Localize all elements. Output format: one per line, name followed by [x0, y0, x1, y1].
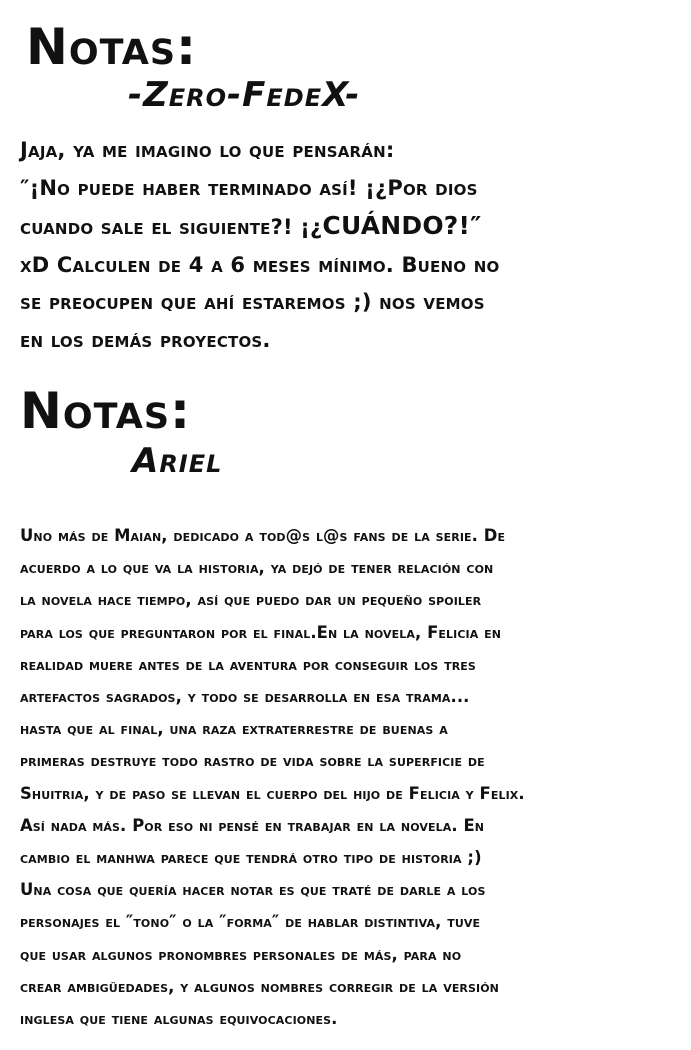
note-line: se preocupen que ahí estaremos ;) nos vemos [20, 290, 485, 315]
note-line: Uno más de Maian, dedicado a tod@s l@s fans de la serie. De [20, 526, 506, 545]
note-line: realidad muere antes de la aventura por conseguir los tres [20, 654, 476, 674]
note-line: que usar algunos pronombres personales de más, para no [20, 944, 462, 964]
note-line: inglesa que tiene algunas equivocaciones. [20, 1009, 338, 1029]
note-line: Una cosa que quería hacer notar es que traté de darle a los [20, 880, 486, 900]
note-text [20, 520, 525, 1035]
note-line: acuerdo a lo que va la historia, ya dejó de tener relación con [20, 558, 494, 578]
note-line: xD Calculen de 4 a 6 meses mínimo. Bueno no [20, 252, 500, 277]
author-name: -Zero-FedeX- [128, 75, 361, 115]
notes-heading: Notas: [20, 382, 192, 440]
note-line: ″¡No puede haber terminado así! ¡¿Por dios [20, 175, 478, 200]
note-line: en los demás proyectos. [20, 327, 271, 352]
note-line: cambio el manhwa parece que tendrá otro tipo de historia ;) [20, 848, 482, 868]
note-line: hasta que al final, una raza extraterrestre de buenas a [20, 719, 448, 739]
note-line: personajes el ″tono″ o la ″forma″ de hablar distintiva, tuve [20, 912, 481, 932]
note-line: Jaja, ya me imagino lo que pensarán: [20, 138, 395, 162]
note-line: para los que preguntaron por el final.En la novela, Felicia en [20, 622, 502, 642]
note-text [20, 132, 499, 360]
notes-heading: Notas: [26, 18, 198, 76]
note-line: artefactos sagrados, y todo se desarrolla en esa trama... [20, 687, 470, 707]
note-line: primeras destruye todo rastro de vida sobre la superficie de [20, 751, 485, 771]
note-line: Shuitria, y de paso se llevan el cuerpo del hijo de Felicia y Felix. [20, 783, 525, 803]
note-line: crear ambigüedades, y algunos nombres corregir de la versión [20, 976, 499, 996]
author-name: Ariel [132, 441, 223, 481]
note-line-part: cuando sale el siguiente?! ¡¿ [20, 215, 323, 240]
note-line-emphasis: CUÁNDO?!″ [322, 211, 482, 241]
note-line: Así nada más. Por eso ni pensé en trabajar en la novela. En [20, 815, 485, 835]
note-line [20, 207, 499, 247]
note-line: la novela hace tiempo, así que puedo dar un pequeño spoiler [20, 590, 482, 610]
